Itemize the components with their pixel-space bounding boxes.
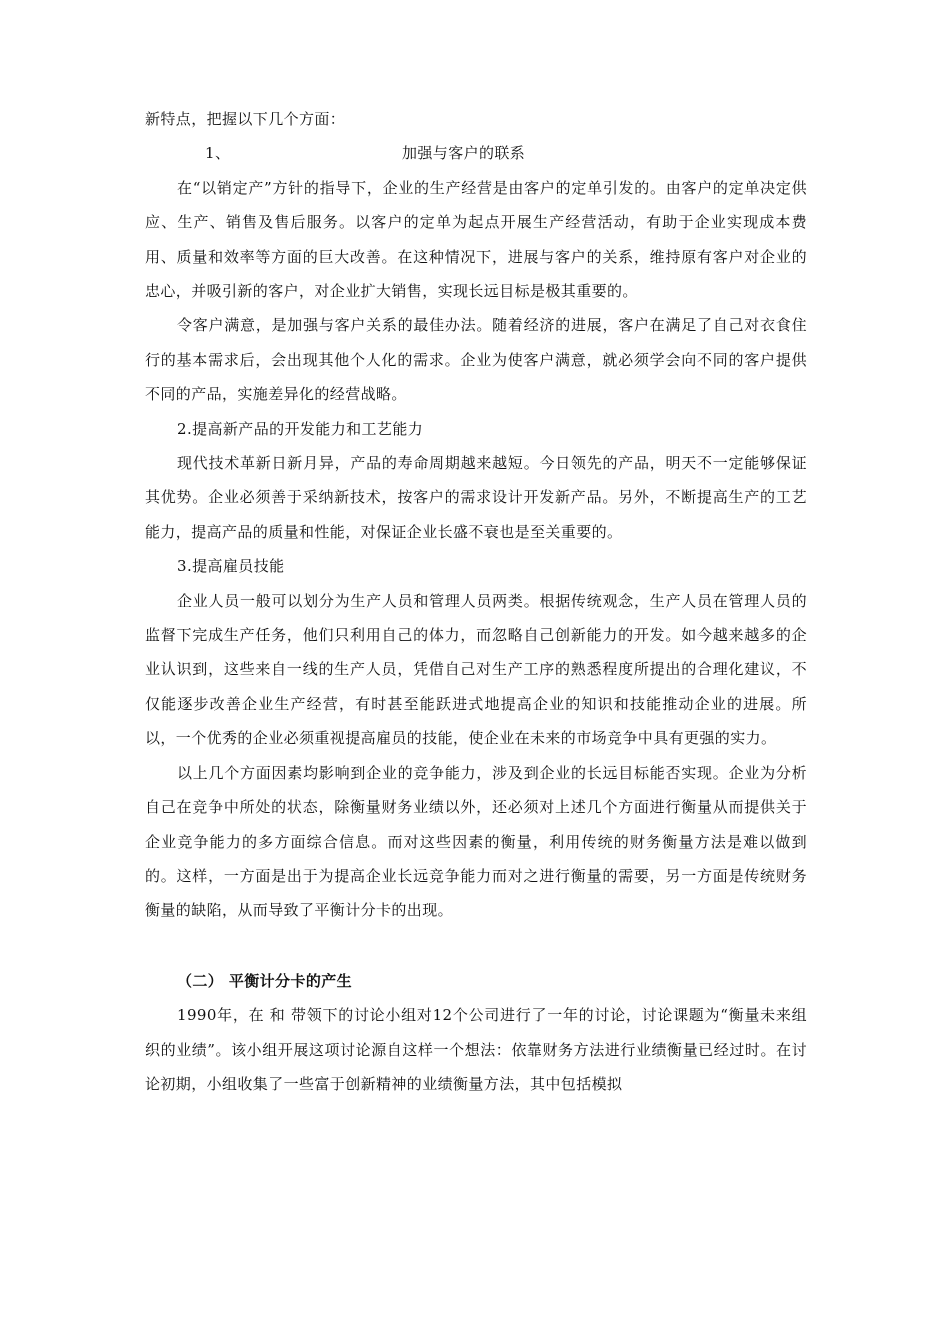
paragraph-summary: 以上几个方面因素均影响到企业的竞争能力，涉及到企业的长远目标能否实现。企业为分析自己在竞争中所处的状态，除衡量财务业绩以外，还必须对上述几个方面进行衡量从而提供关于企业竞争能力的多方面综合信息。而对这些因素的衡量，利用传统的财务衡量方法是难以做到的。这样，一方面是出于为提高企业长远竞争能力而对之进行衡量的需要，另一方面是传统财务衡量的缺陷，从而导致了平衡计分卡的出现。 [145,763,807,920]
heading-2: 2.提高新产品的开发能力和工艺能力 [177,419,424,438]
document-body [145,102,807,1101]
heading-1 [145,136,807,170]
paragraph-intro-tail: 新特点，把握以下几个方面： [145,110,346,128]
heading-1-text: 加强与客户的联系 [402,144,526,163]
section-spacer [145,928,807,964]
section-title: （二） 平衡计分卡的产生 [177,971,353,990]
paragraph-customer-orders: 在“以销定产”方针的指导下，企业的生产经营是由客户的定单引发的。由客户的定单决定供应、生产、销售及售后服务。以客户的定单为起点开展生产经营活动，有助于企业实现成本费用、质量和效率等方面的巨大改善。在这种情况下，进展与客户的关系，维持原有客户对企业的忠心，并吸引新的客户，对企业扩大销售，实现长远目标是极其重要的。 [145,178,807,301]
paragraph-employee-skills: 企业人员一般可以划分为生产人员和管理人员两类。根据传统观念，生产人员在管理人员的监督下完成生产任务，他们只利用自己的体力，而忽略自己创新能力的开发。如今越来越多的企业认识到，这些来自一线的生产人员，凭借自己对生产工序的熟悉程度所提出的合理化建议，不仅能逐步改善企业生产经营，有时甚至能跃进式地提高企业的知识和技能推动企业的进展。所以，一个优秀的企业必须重视提高雇员的技能，使企业在未来的市场竞争中具有更强的实力。 [145,591,807,748]
paragraph-customer-satisfaction: 令客户满意，是加强与客户关系的最佳办法。随着经济的进展，客户在满足了自己对衣食住行的基本需求后，会出现其他个人化的需求。企业为使客户满意，就必须学会向不同的客户提供不同的产品，实施差异化的经营战略。 [145,316,807,404]
heading-3: 3.提高雇员技能 [177,557,285,576]
paragraph-technology: 现代技术革新日新月异，产品的寿命周期越来越短。今日领先的产品，明天不一定能够保证其优势。企业必须善于采纳新技术，按客户的需求设计开发新产品。另外，不断提高生产的工艺能力，提高产品的质量和性能，对保证企业长盛不衰也是至关重要的。 [145,454,807,541]
heading-1-number: 1、 [205,144,231,163]
paragraph-origin: 1990年，在 和 带领下的讨论小组对12个公司进行了一年的讨论，讨论课题为“衡量未来组织的业绩”。该小组开展这项讨论源自这样一个想法：依靠财务方法进行业绩衡量已经过时。在讨论初期，小组收集了一些富于创新精神的业绩衡量方法，其中包括模拟 [145,1006,807,1093]
